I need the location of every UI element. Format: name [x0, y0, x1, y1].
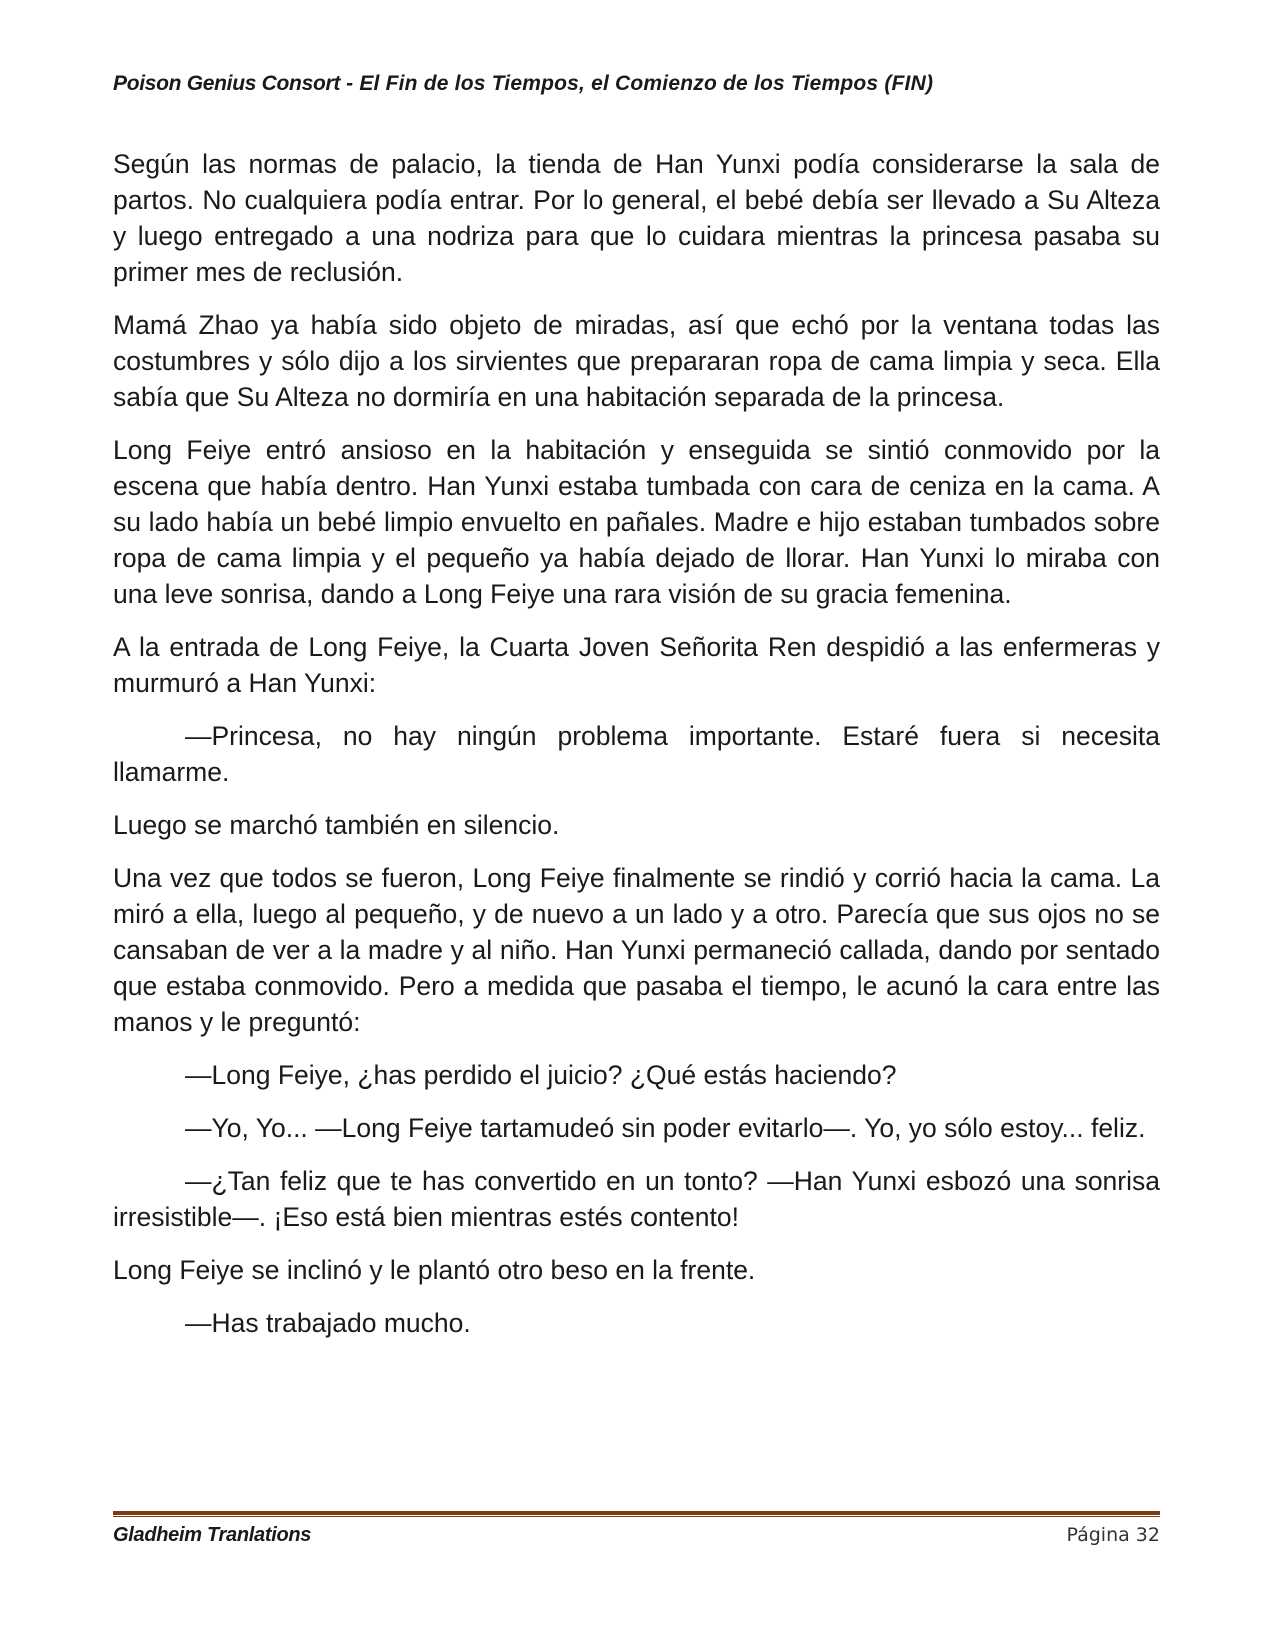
paragraph: Long Feiye entró ansioso en la habitación y enseguida se sintió conmovido por la escena que había dentro. Han Yunxi estaba tumbada con cara de ceniza en la cama. A su lado había un bebé limpio envuelto en pañales. Madre e hijo estaban tumbados sobre ropa de cama limpia y el pequeño ya había dejado de llorar. Han Yunxi lo miraba con una leve sonrisa, dando a Long Feiye una rara visión de su gracia femenina.: [113, 435, 1160, 609]
paragraph: Luego se marchó también en silencio.: [113, 810, 560, 840]
dialogue-paragraph: —Princesa, no hay ningún problema importante. Estaré fuera si necesita llamarme.: [113, 721, 1160, 787]
document-body: [113, 146, 1160, 1358]
footer-divider: [113, 1511, 1160, 1517]
header-series-title: Poison Genius Consort: [113, 72, 341, 95]
page-number: Página 32: [1066, 1524, 1160, 1546]
paragraph: Según las normas de palacio, la tienda de Han Yunxi podía considerarse la sala de partos. No cualquiera podía entrar. Por lo general, el bebé debía ser llevado a Su Alteza y luego entregado a una nodriza para que lo cuidara mientras la princesa pasaba su primer mes de reclusión.: [113, 149, 1160, 287]
page-header: [113, 72, 1173, 96]
paragraph: Long Feiye se inclinó y le plantó otro beso en la frente.: [113, 1255, 756, 1285]
dialogue-paragraph: —¿Tan feliz que te has convertido en un tonto? —Han Yunxi esbozó una sonrisa irresistible—. ¡Eso está bien mientras estés contento!: [113, 1166, 1160, 1232]
dialogue-paragraph: —Long Feiye, ¿has perdido el juicio? ¿Qué estás haciendo?: [185, 1060, 897, 1090]
header-chapter-title: El Fin de los Tiempos, el Comienzo de los Tiempos (FIN): [359, 72, 934, 95]
footer-divider-thick: [113, 1511, 1160, 1515]
paragraph: A la entrada de Long Feiye, la Cuarta Joven Señorita Ren despidió a las enfermeras y murmuró a Han Yunxi:: [113, 632, 1160, 698]
footer-translator: Gladheim Tranlations: [113, 1524, 312, 1546]
paragraph: Mamá Zhao ya había sido objeto de miradas, así que echó por la ventana todas las costumbres y sólo dijo a los sirvientes que prepararan ropa de cama limpia y seca. Ella sabía que Su Alteza no dormiría en una habitación separada de la princesa.: [113, 310, 1160, 412]
footer-divider-thin: [113, 1516, 1160, 1517]
dialogue-paragraph: —Has trabajado mucho.: [185, 1308, 471, 1338]
paragraph: Una vez que todos se fueron, Long Feiye finalmente se rindió y corrió hacia la cama. La miró a ella, luego al pequeño, y de nuevo a un lado y a otro. Parecía que sus ojos no se cansaban de ver a la madre y al niño. Han Yunxi permaneció callada, dando por sentado que estaba conmovido. Pero a medida que pasaba el tiempo, le acunó la cara entre las manos y le preguntó:: [113, 863, 1160, 1037]
dialogue-paragraph: —Yo, Yo... —Long Feiye tartamudeó sin poder evitarlo—. Yo, yo sólo estoy... feliz.: [185, 1113, 1146, 1143]
header-separator: -: [340, 72, 360, 95]
